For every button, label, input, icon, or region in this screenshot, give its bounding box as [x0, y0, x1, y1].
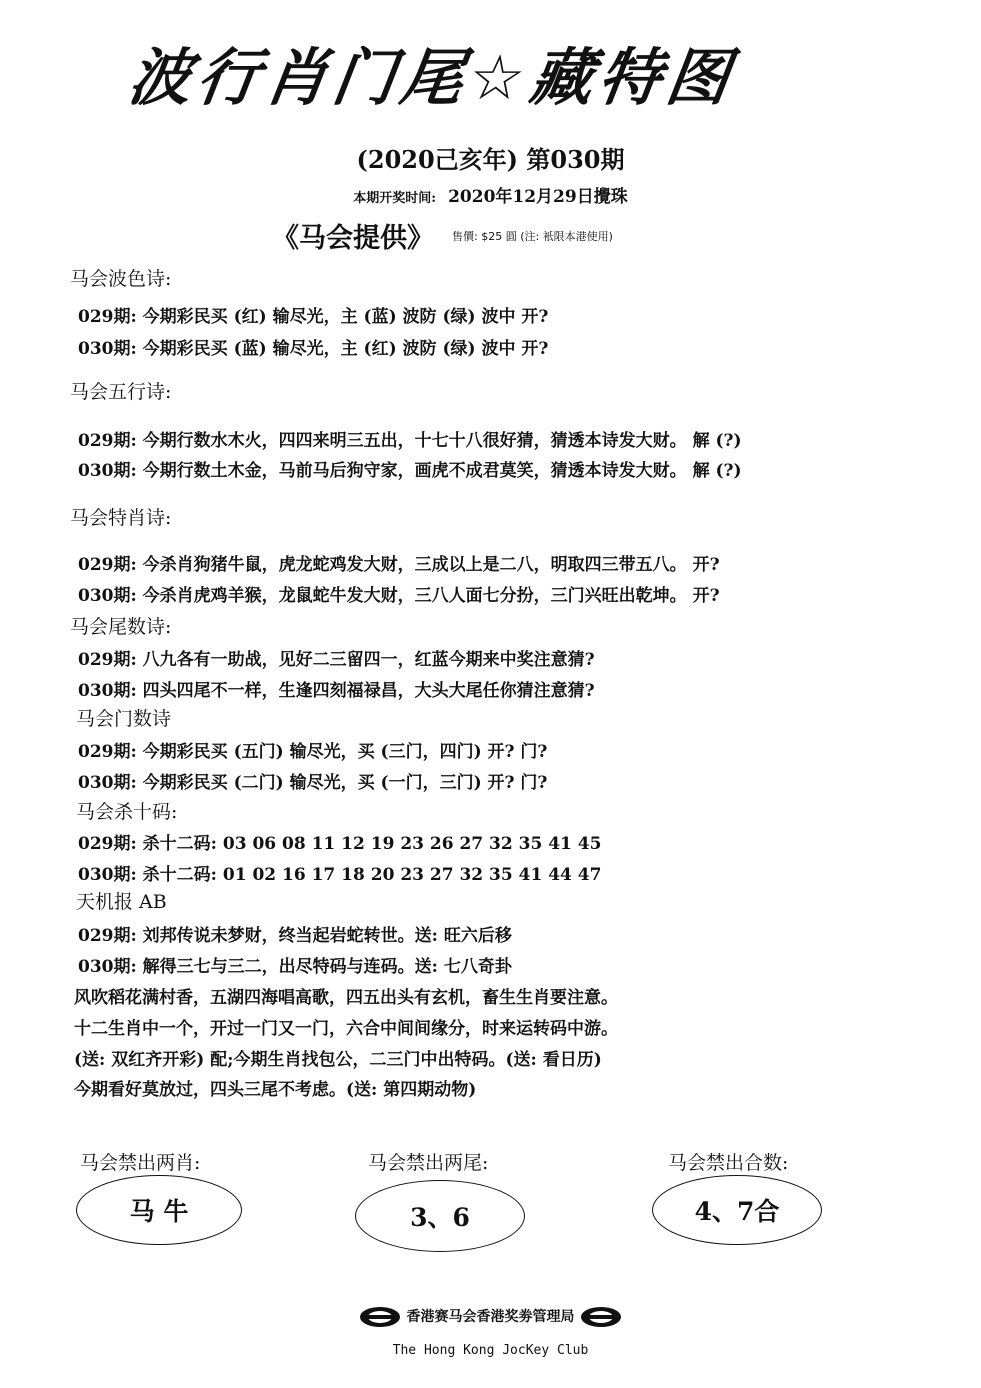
ban-title-sum: 马会禁出合数:: [668, 1152, 789, 1174]
page-title: 波行肖门尾☆藏特图: [124, 41, 741, 114]
poem-line: 029期: 今期彩民买 (红) 输尽光，主 (蓝) 波防 (绿) 波中 开?: [78, 307, 549, 327]
ban-value-tail: 3、6: [410, 1203, 470, 1232]
ban-value-sum: 4、7合: [694, 1197, 780, 1226]
price-note: 售價: $25 圓 (注: 衹限本港使用): [452, 230, 613, 243]
footer-org-name: 香港赛马会香港奖劵管理局: [406, 1309, 575, 1325]
kill-numbers-line: 030期: 杀十二码: 01 02 16 17 18 20 23 27 32 35 41 44 47: [78, 865, 602, 885]
jockey-club-logo-icon: [579, 1305, 623, 1329]
poem-line: 030期: 四头四尾不一样，生逢四刻福禄昌，大头大尾任你猜注意猜?: [78, 681, 595, 701]
poem-line: 030期: 今期行数土木金，马前马后狗守家，画虎不成君莫笑，猜透本诗发大财。 解 (?): [78, 461, 742, 481]
poem-line: 029期: 今杀肖狗猪牛鼠，虎龙蛇鸡发大财，三成以上是二八，明取四三带五八。 开?: [78, 555, 720, 575]
poem-line: (送: 双红齐开彩) 配;今期生肖找包公，二三门中出特码。(送: 看日历): [74, 1050, 602, 1070]
footer-org-row: [0, 1305, 981, 1329]
poem-line: 029期: 今期彩民买 (五门) 输尽光，买 (三门，四门) 开? 门?: [78, 742, 548, 762]
section-title-zodiac: 马会特肖诗:: [70, 507, 172, 529]
poem-line: 030期: 解得三七与三二，出尽特码与连码。送: 七八奇卦: [78, 957, 512, 977]
draw-time-label: 本期开奖时间:: [353, 191, 437, 206]
footer-english-name: The Hong Kong JocKey Club: [392, 1343, 589, 1358]
section-title-kill: 马会杀十码:: [76, 801, 178, 823]
section-title-color: 马会波色诗:: [70, 268, 172, 290]
section-title-tail: 马会尾数诗:: [70, 616, 172, 638]
ban-title-zodiac: 马会禁出两肖:: [80, 1152, 201, 1174]
draw-time-row: [0, 182, 981, 207]
poem-line: 029期: 刘邦传说未梦财，终当起岩蛇转世。送: 旺六后移: [78, 926, 512, 946]
ban-oval-sum: [652, 1175, 822, 1245]
poem-line: 风吹稻花满村香，五湖四海唱高歌，四五出头有玄机，畜生生肖要注意。: [74, 988, 618, 1008]
section-title-element: 马会五行诗:: [70, 381, 172, 403]
ban-oval-tail: [355, 1180, 525, 1252]
ban-value-zodiac: 马 牛: [129, 1197, 189, 1226]
poem-line: 029期: 八九各有一助战，见好二三留四一，红蓝今期来中奖注意猜?: [78, 650, 595, 670]
draw-time: 2020年12月29日攪珠: [448, 187, 628, 207]
provider: 《马会提供》: [272, 223, 434, 254]
jockey-club-logo-icon: [358, 1305, 402, 1329]
poem-line: 030期: 今杀肖虎鸡羊猴，龙鼠蛇牛发大财，三八人面七分扮，三门兴旺出乾坤。 开?: [78, 586, 720, 606]
ban-oval-zodiac: [76, 1175, 242, 1245]
issue-number: (2020己亥年) 第030期: [356, 145, 625, 174]
poem-line: 今期看好莫放过，四头三尾不考虑。(送: 第四期动物): [74, 1080, 477, 1100]
section-title-gate: 马会门数诗: [76, 708, 172, 730]
poem-line: 030期: 今期彩民买 (蓝) 输尽光，主 (红) 波防 (绿) 波中 开?: [78, 339, 549, 359]
ban-title-tail: 马会禁出两尾:: [368, 1152, 489, 1174]
poem-line: 十二生肖中一个，开过一门又一门，六合中间间缘分，时来运转码中游。: [74, 1019, 618, 1039]
poem-line: 029期: 今期行数水木火，四四来明三五出，十七十八很好猜，猜透本诗发大财。 解 (?): [78, 431, 742, 451]
kill-numbers-line: 029期: 杀十二码: 03 06 08 11 12 19 23 26 27 32 35 41 45: [78, 834, 602, 854]
poem-line: 030期: 今期彩民买 (二门) 输尽光，买 (一门，三门) 开? 门?: [78, 773, 548, 793]
section-title-tianji: 天机报 AB: [76, 891, 167, 913]
